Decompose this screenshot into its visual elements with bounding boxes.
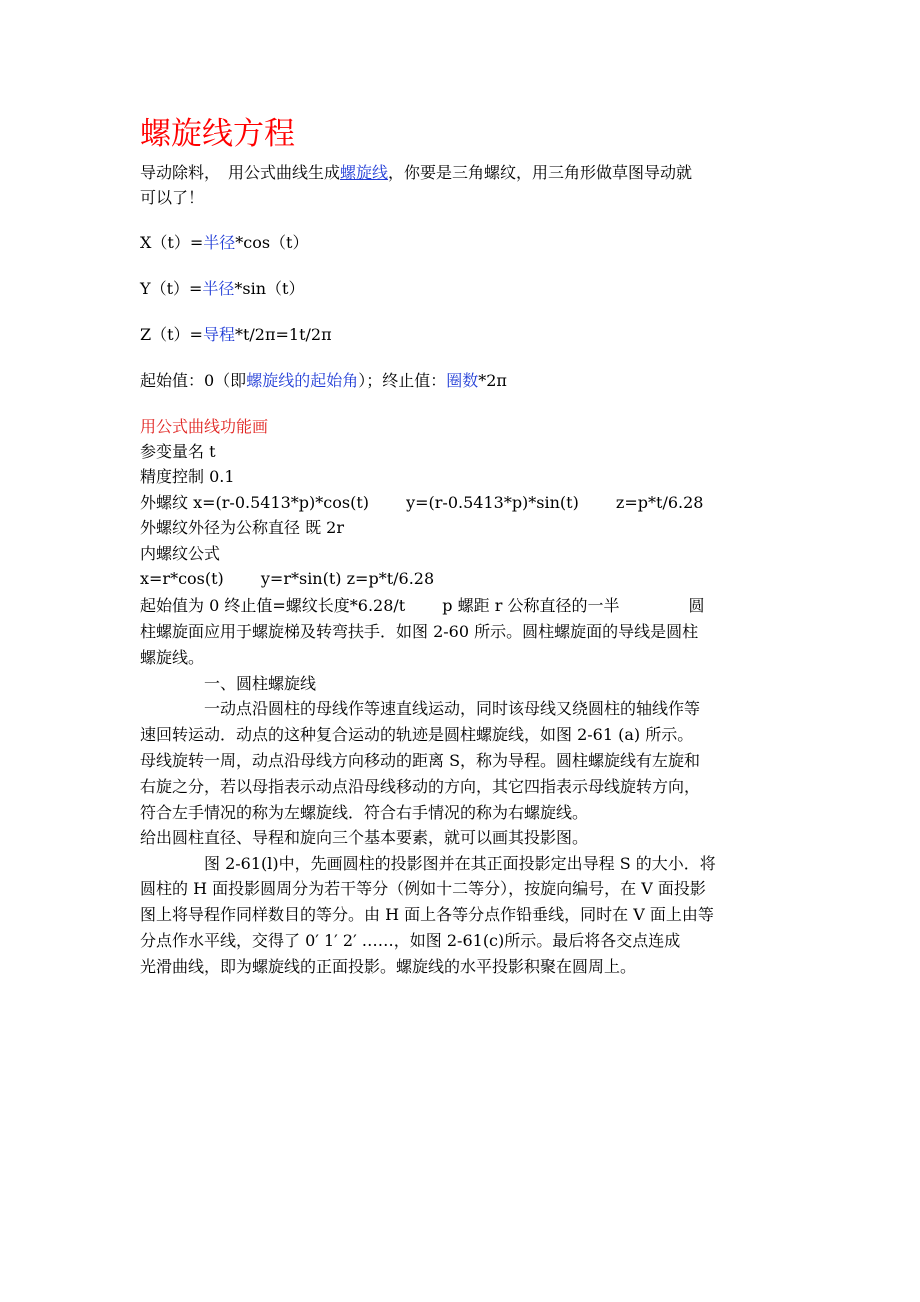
outer-diameter-line: 外螺纹外径为公称直径 既 2r [140,518,345,537]
intro-line-2: 可以了！ [140,188,205,207]
equation-z-variable: 导程 [202,325,235,344]
equation-y [140,276,305,301]
paragraph-3-line-3: 图上将导程作同样数目的等分。由 H 面上各等分点作铅垂线，同时在 V 面上由等 [140,905,714,924]
equation-x-prefix: X（t）= [140,233,204,252]
paragraph-1-line-3: 母线旋转一周，动点沿母线方向移动的距离 S，称为导程。圆柱螺旋线有左旋和 [140,751,701,770]
paragraph-2: 给出圆柱直径、导程和旋向三个基本要素，就可以画其投影图。 [140,828,589,847]
surface-line-1: 柱螺旋面应用于螺旋梯及转弯扶手．如图 2-60 所示。圆柱螺旋面的导线是圆柱 [140,622,699,641]
outer-thread-line: 外螺纹 x=(r-0.5413*p)*cos(t) y=(r-0.5413*p)*sin(t) z=p*t/6.28 [140,493,704,512]
paragraph-3-line-1: 图 2-61(l)中，先画圆柱的投影图并在其正面投影定出导程 S 的大小．将 [204,854,716,873]
range-text-e: *2π [478,371,507,390]
precision-line: 精度控制 0.1 [140,467,235,486]
range-line [140,368,507,393]
equation-x [140,230,309,255]
range-text-c: ）；终止值： [358,371,447,390]
equation-z-prefix: Z（t）= [140,325,203,344]
paragraph-1-line-5: 符合左手情况的称为左螺旋线．符合右手情况的称为右螺旋线。 [140,803,589,822]
intro-text-b: ，你要是三角螺纹，用三角形做草图导动就 [388,163,693,182]
paragraph-1-line-4: 右旋之分，若以母指表示动点沿母线移动的方向，其它四指表示母线旋转方向， [140,777,701,796]
equation-y-suffix: *sin（t） [234,279,305,298]
intro-text-a: 导动除料， 用公式曲线生成 [140,163,341,182]
helix-link[interactable]: 螺旋线 [340,163,389,182]
equation-x-suffix: *cos（t） [235,233,309,252]
equation-z [140,322,332,347]
paragraph-3-line-4: 分点作水平线，交得了 0′ 1′ 2′ ……，如图 2-61(c)所示。最后将各交点连成 [140,931,681,950]
paragraph-3-line-5: 光滑曲线，即为螺旋线的正面投影。螺旋线的水平投影积聚在圆周上。 [140,957,637,976]
range-start-angle: 螺旋线的起始角 [246,371,359,390]
range-turns: 圈数 [446,371,479,390]
intro-line-1 [140,160,692,185]
range-text-a: 起始值：0（即 [140,371,247,390]
section-heading: 一、圆柱螺旋线 [204,674,317,693]
param-line: 参变量名 t [140,442,216,461]
equation-y-prefix: Y（t）= [140,279,203,298]
inner-thread-line: x=r*cos(t) y=r*sin(t) z=p*t/6.28 [140,569,435,588]
paragraph-1-line-2: 速回转运动．动点的这种复合运动的轨迹是圆柱螺旋线，如图 2-61 (a) 所示。 [140,725,694,744]
equation-z-suffix: *t/2π=1t/2π [234,325,332,344]
paragraph-1-line-1: 一动点沿圆柱的母线作等速直线运动，同时该母线又绕圆柱的轴线作等 [204,699,701,718]
surface-line-2: 螺旋线。 [140,648,205,667]
inner-thread-heading: 内螺纹公式 [140,544,221,563]
equation-x-variable: 半径 [203,233,236,252]
equation-y-variable: 半径 [202,279,235,298]
page-title: 螺旋线方程 [140,116,295,152]
start-end-line: 起始值为 0 终止值=螺纹长度*6.28/t p 螺距 r 公称直径的一半 圆 [140,596,705,615]
formula-heading: 用公式曲线功能画 [140,417,269,436]
paragraph-3-line-2: 圆柱的 H 面投影圆周分为若干等分（例如十二等分），按旋向编号，在 V 面投影 [140,879,706,898]
